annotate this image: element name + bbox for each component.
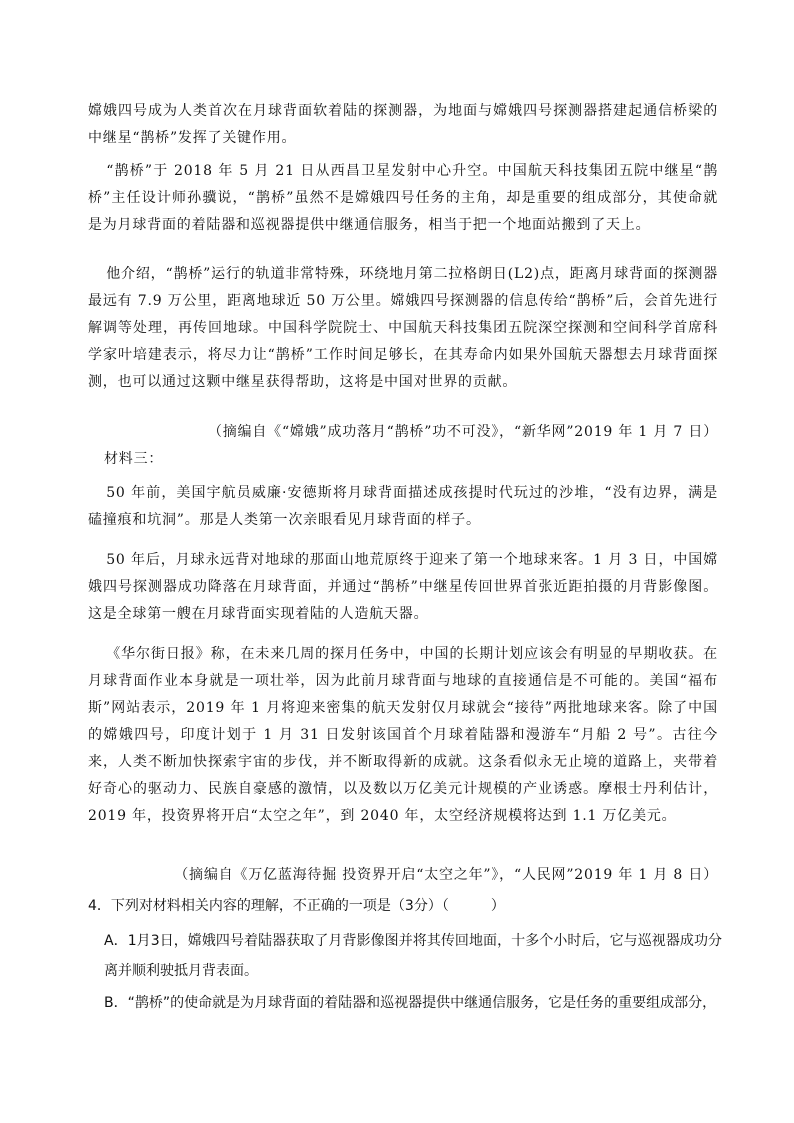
paragraph-fifty-years-later: 50 年后，月球永远背对地球的那面山地荒原终于迎来了第一个地球来客。1 月 3 日，中国嫦娥四号探测器成功降落在月球背面，并通过“鹊桥”中继星传回世界首张近距拍摄的月背影像图。这是全球第一艘在月球背面实现着陆的人造航天器。 <box>88 552 718 622</box>
question-4-option-b[interactable]: B．“鹊桥”的使命就是为月球背面的着陆器和巡视器提供中继通信服务，它是任务的重要组成部分， <box>104 995 717 1011</box>
paragraph-queqiao-orbit: 他介绍，“鹊桥”运行的轨道非常特殊，环绕地月第二拉格朗日(L2)点，距离月球背面的探测器最远有 7.9 万公里，距离地球近 50 万公里。嫦娥四号探测器的信息传给“鹊桥”后，会首先进行解调等处理，再传回地球。中国科学院院士、中国航天科技集团五院深空探测和空间科学首席科学家叶培建表示，将尽力让“鹊桥”工作时间足够长，在其寿命内如果外国航天器想去月球背面探测，也可以通过这颗中继星获得帮助，这将是中国对世界的贡献。 <box>88 266 718 390</box>
material-three-label: 材料三： <box>104 451 164 467</box>
source-citation-2: （摘编自《万亿蓝海待掘 投资界开启“太空之年”》，“人民网”2019 年 1 月 8 日） <box>174 867 718 883</box>
question-4-option-a[interactable]: A．1月3日，嫦娥四号着陆器获取了月背影像图并将其传回地面，十多个小时后，它与巡视器成功分离并顺利驶抵月背表面。 <box>104 933 722 979</box>
paragraph-wall-street-journal: 《华尔街日报》称，在未来几周的探月任务中，中国的长期计划应该会有明显的早期收获。在月球背面作业本身就是一项壮举，因为此前月球背面与地球的直接通信是不可能的。美国“福布斯”网站表示，2019 年 1 月将迎来密集的航天发射仅月球就会“接待”两批地球来客。除了中国的嫦娥四号，印度计划于 1 月 31 日发射该国首个月球着陆器和漫游车“月船 2 号”。古往今来，人类不断加快探索宇宙的步伐，并不断取得新的成就。这条看似永无止境的道路上，夹带着好奇心的驱动力、民族自豪感的激情，以及数以万亿美元计规模的产业诱惑。摩根士丹利估计，2019 年，投资界将开启“太空之年”，到 2040 年，太空经济规模将达到 1.1 万亿美元。 <box>88 646 718 824</box>
paragraph-queqiao-launch: “鹊桥”于 2018 年 5 月 21 日从西昌卫星发射中心升空。中国航天科技集团五院中继星“鹊桥”主任设计师孙骥说，“鹊桥”虽然不是嫦娥四号任务的主角，却是重要的组成部分，其使命就是为月球背面的着陆器和巡视器提供中继通信服务，相当于把一个地面站搬到了天上。 <box>88 163 718 233</box>
paragraph-intro: 嫦娥四号成为人类首次在月球背面软着陆的探测器，为地面与嫦娥四号探测器搭建起通信桥梁的中继星“鹊桥”发挥了关键作用。 <box>88 103 718 146</box>
question-4-title: 4．下列对材料相关内容的理解，不正确的一项是（3分）（ ） <box>88 898 505 914</box>
paragraph-fifty-years-ago: 50 年前，美国宇航员威廉·安德斯将月球背面描述成孩提时代玩过的沙堆，“没有边界，满是磕撞痕和坑洞”。那是人类第一次亲眼看见月球背面的样子。 <box>88 485 718 528</box>
source-citation-1: （摘编自《“嫦娥”成功落月“鹊桥”功不可没》，“新华网”2019 年 1 月 7 日） <box>207 424 718 440</box>
